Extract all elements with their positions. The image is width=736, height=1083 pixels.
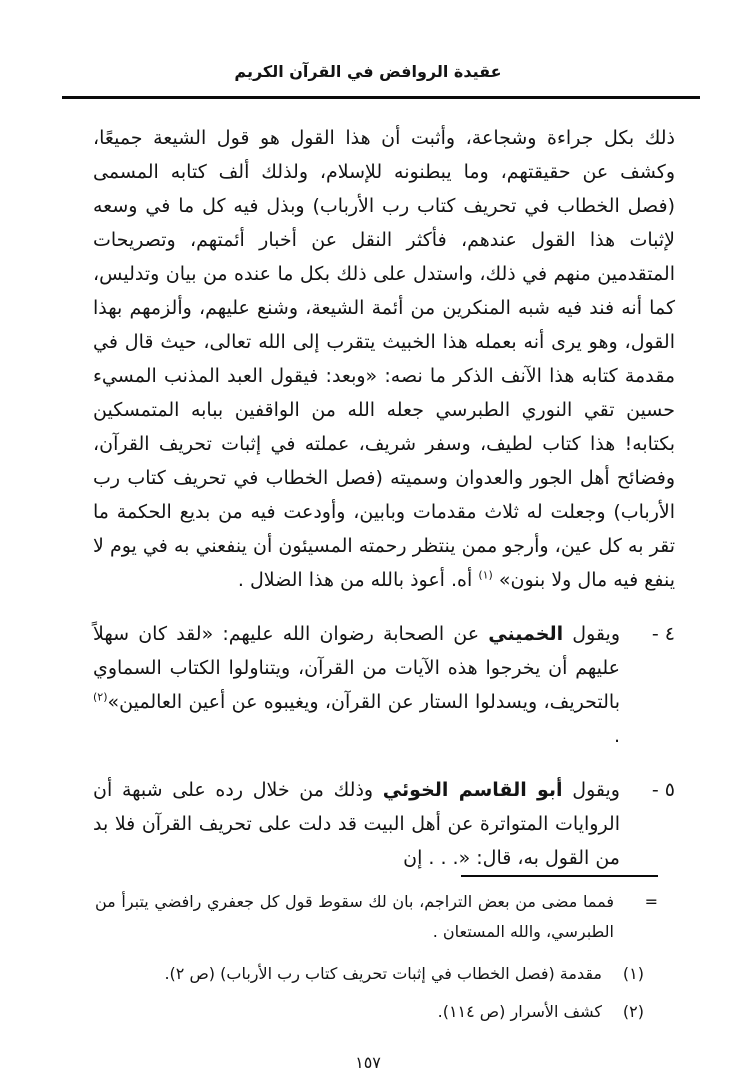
body-paragraph bbox=[93, 121, 675, 597]
body-paragraph-tail: أه. أعوذ بالله من هذا الضلال . bbox=[237, 569, 479, 591]
footnote-2-marker: (٢) bbox=[622, 1002, 644, 1021]
item-5-speaker-name: أبو القاسم الخوئي bbox=[382, 779, 563, 801]
footnote-continuation-text: فمما مضى من بعض التراجم، بان لك سقوط قول كل جعفري رافضي يتبرأ من الطبرسي، والله المستعان . bbox=[95, 892, 614, 941]
item-4-quote: عن الصحابة رضوان الله عليهم: «لقد كان سهلاً عليهم أن يخرجوا هذه الآيات من القرآن، ويتناولوا الكتاب السماوي بالتحريف، ويسدلوا الستار عن القرآن، ويغيبوه عن أعين العالمين» bbox=[93, 623, 620, 713]
item-5-number: ٥ - bbox=[651, 779, 675, 801]
item-5-quote: وذلك من خلال رده على شبهة أن الروايات المتواترة عن أهل البيت قد دلت على تحريف القرآن فلا بد من القول به، قال: «. . . إن bbox=[93, 779, 620, 869]
item-4-tail: . bbox=[613, 725, 620, 747]
footnote-2-text: كشف الأسرار (ص ١١٤). bbox=[437, 1002, 602, 1021]
footnote-list bbox=[95, 959, 658, 1027]
item-4-number: ٤ - bbox=[651, 623, 675, 645]
page-content bbox=[0, 99, 736, 875]
item-5-lead: ويقول bbox=[562, 779, 620, 801]
running-header-title: عقيدة الروافض في القرآن الكريم bbox=[234, 62, 502, 81]
page-number: ١٥٧ bbox=[355, 1053, 381, 1072]
footnote-ref-2: (٢) bbox=[93, 690, 108, 704]
footnote-2 bbox=[95, 997, 658, 1027]
numbered-item-5 bbox=[93, 773, 675, 875]
footnote-1-marker: (١) bbox=[622, 964, 644, 983]
footnote-continuation-marker: = bbox=[644, 892, 658, 911]
footnote-ref-1: (١) bbox=[478, 568, 493, 582]
body-paragraph-text: ذلك بكل جراءة وشجاعة، وأثبت أن هذا القول هو قول الشيعة جميعًا، وكشف عن حقيقتهم، وما يبطنونه للإسلام، ولذلك ألف كتابه المسمى (فصل الخطاب في تحريف كتاب رب الأرباب) وبذل فيه كل ما في وسعه لإثبات هذا القول عندهم، فأكثر النقل عن أخبار أئمتهم، وتصريحات المتقدمين منهم في ذلك، واستدل على ذلك بكل ما عنده من بيان وتدليس، كما أنه فند فيه شبه المنكرين من أئمة الشيعة، وشنع عليهم، وألزمهم بهذا القول، وهو يرى أنه بعمله هذا الخبيث يتقرب إلى الله تعالى، حيث قال في مقدمة كتابه هذا الآنف الذكر ما نصه: «وبعد: فيقول العبد المذنب المسيء حسين تقي النوري الطبرسي جعله الله من الواقفين ببابه المتمسكين بكتابه! هذا كتاب لطيف، وسفر شريف، عملته في إثبات تحريف القرآن، وفضائح أهل الجور والعدوان وسميته (فصل الخطاب في تحريف كتاب رب الأرباب) وجعلت له ثلاث مقدمات وبابين، وأودعت فيه من بديع الحكمة ما تقر به كل عين، وأرجو ممن ينتظر رحمته المسيئون أن ينفعني به في يوم لا ينفع فيه مال ولا بنون» bbox=[93, 127, 675, 591]
footnote-1-text: مقدمة (فصل الخطاب في إثبات تحريف كتاب رب الأرباب) (ص ٢). bbox=[164, 964, 602, 983]
item-5-text bbox=[93, 773, 620, 875]
item-4-speaker-name: الخميني bbox=[488, 623, 564, 645]
item-4-lead: ويقول bbox=[563, 623, 620, 645]
footnote-continuation bbox=[95, 887, 658, 947]
item-4-text bbox=[93, 617, 620, 753]
footnotes-section bbox=[0, 875, 736, 1027]
footnote-1 bbox=[95, 959, 658, 989]
numbered-item-4 bbox=[93, 617, 675, 753]
footnote-separator-rule bbox=[461, 875, 658, 877]
page-header bbox=[0, 60, 736, 99]
